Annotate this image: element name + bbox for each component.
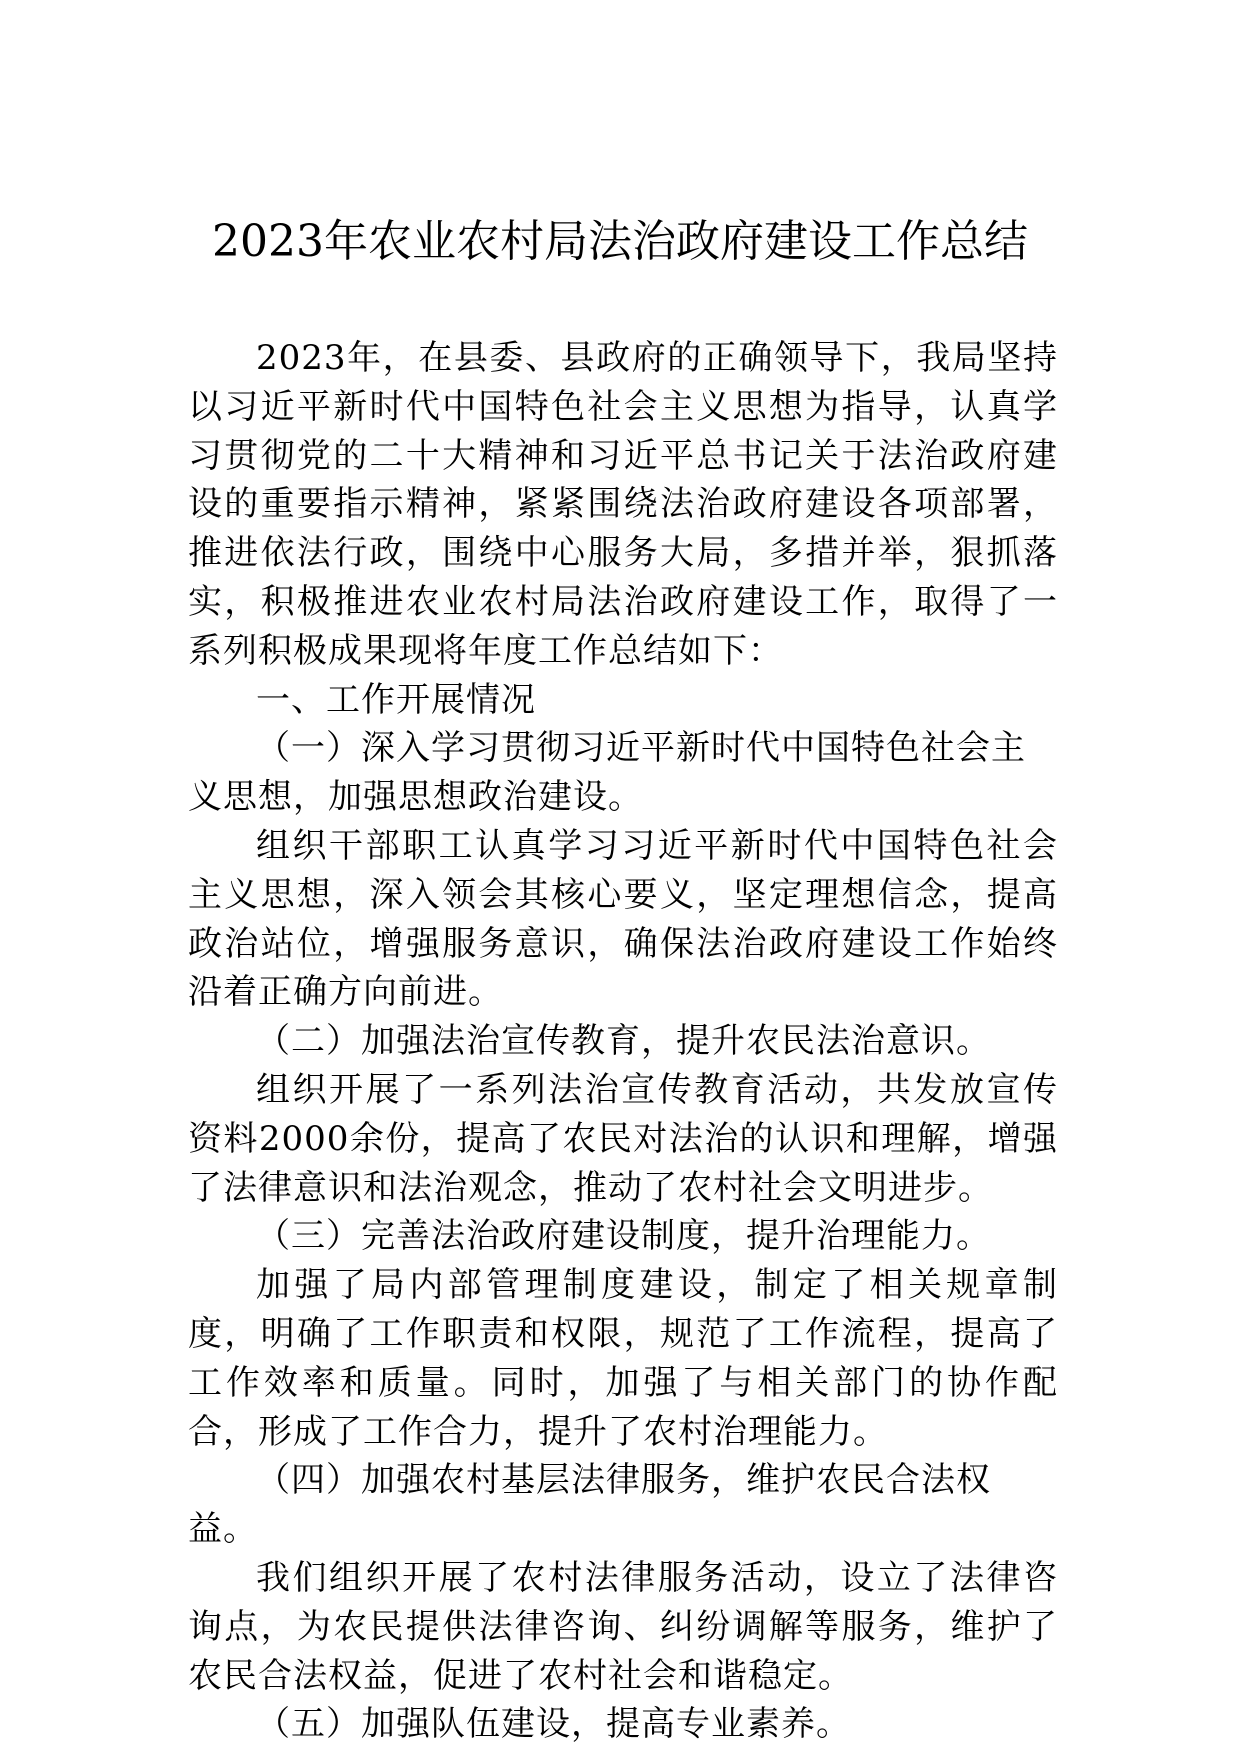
subsection-heading-4: （四）加强农村基层法律服务，维护农民合法权益。 <box>188 1460 991 1550</box>
intro-paragraph: 2023年，在县委、县政府的正确领导下，我局坚持以习近平新时代中国特色社会主义思想为指导，认真学习贯彻党的二十大精神和习近平总书记关于法治政府建设的重要指示精神，紧紧围绕法治政府建设各项部署，推进依法行政，围绕中心服务大局，多措并举，狠抓落实，积极推进农业农村局法治政府建设工作，取得了一系列积极成果现将年度工作总结如下： <box>188 338 1058 671</box>
document-body <box>188 334 1058 1749</box>
subsection-body-2: 组织开展了一系列法治宣传教育活动，共发放宣传资料2000余份，提高了农民对法治的认识和理解，增强了法律意识和法治观念，推动了农村社会文明进步。 <box>188 1069 1058 1208</box>
subsection-heading-2: （二）加强法治宣传教育，提升农民法治意识。 <box>256 1021 991 1062</box>
subsection-heading-1: （一）深入学习贯彻习近平新时代中国特色社会主义思想，加强思想政治建设。 <box>188 728 1026 818</box>
section-heading-1: 一、工作开展情况 <box>256 679 536 720</box>
subsection-heading-5: （五）加强队伍建设，提高专业素养。 <box>256 1704 851 1745</box>
document-title: 2023年农业农村局法治政府建设工作总结 <box>212 216 1028 267</box>
subsection-body-1: 组织干部职工认真学习习近平新时代中国特色社会主义思想，深入领会其核心要义，坚定理想信念，提高政治站位，增强服务意识，确保法治政府建设工作始终沿着正确方向前进。 <box>188 825 1058 1013</box>
subsection-body-4: 我们组织开展了农村法律服务活动，设立了法律咨询点，为农民提供法律咨询、纠纷调解等服务，维护了农民合法权益，促进了农村社会和谐稳定。 <box>188 1557 1058 1696</box>
subsection-body-3: 加强了局内部管理制度建设，制定了相关规章制度，明确了工作职责和权限，规范了工作流程，提高了工作效率和质量。同时，加强了与相关部门的协作配合，形成了工作合力，提升了农村治理能力。 <box>188 1265 1058 1452</box>
subsection-heading-3: （三）完善法治政府建设制度，提升治理能力。 <box>256 1216 991 1257</box>
